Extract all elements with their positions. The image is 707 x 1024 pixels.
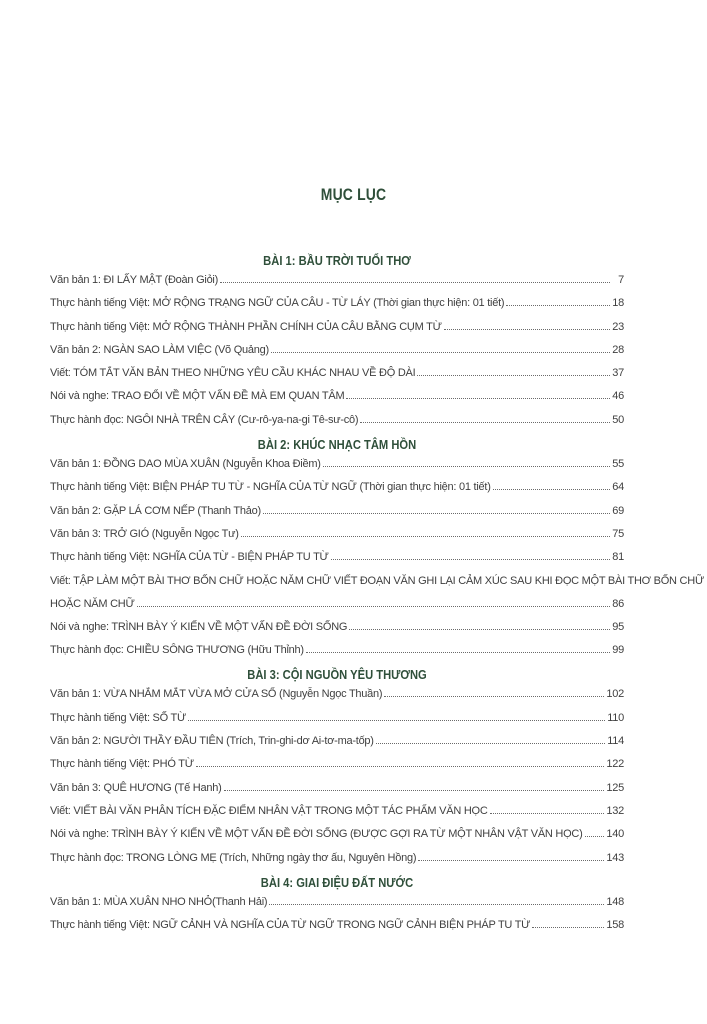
entry-text: Văn bản 2: GẶP LÁ CƠM NẾP (Thanh Thảo)	[50, 504, 261, 517]
entry-text: Thực hành đọc: NGÔI NHÀ TRÊN CÂY (Cư-rô-ya-na-gi Tê-sư-cô)	[50, 413, 359, 426]
page-number: 143	[606, 851, 624, 864]
page-number: 37	[612, 367, 624, 380]
page-number: 114	[607, 735, 624, 748]
page-number: 81	[612, 551, 624, 564]
toc-entry	[50, 273, 624, 288]
dot-leader	[360, 421, 610, 423]
entry-text: Văn bản 1: MÙA XUÂN NHO NHỎ(Thanh Hải)	[50, 895, 268, 908]
page-number: 86	[612, 597, 624, 610]
entry-text: Thực hành tiếng Việt: MỞ RỘNG TRẠNG NGỮ CỦA CÂU - TỪ LÁY (Thời gian thực hiện: 01 tiết)	[50, 297, 505, 310]
toc-entry	[50, 827, 624, 842]
section-heading: BÀI 1: BẦU TRỜI TUỔI THƠ	[263, 253, 411, 268]
toc-entry	[50, 527, 624, 542]
section-heading: BÀI 2: KHÚC NHẠC TÂM HỒN	[257, 437, 417, 453]
dot-leader	[220, 281, 610, 283]
dot-leader	[263, 512, 610, 514]
entry-text: Nói và nghe: TRAO ĐỔI VỀ MỘT VẤN ĐỀ MÀ EM QUAN TÂM	[50, 390, 345, 403]
dot-leader	[331, 558, 610, 560]
page-number: 75	[612, 527, 624, 540]
toc-entry	[50, 804, 624, 819]
toc-entry	[50, 504, 624, 519]
entry-text: Thực hành tiếng Việt: NGHĨA CỦA TỪ - BIỆN PHÁP TU TỪ	[50, 551, 329, 564]
entry-text-line: Viết: TẬP LÀM MỘT BÀI THƠ BỐN CHỮ HOẶC NĂM CHỮ VIẾT ĐOẠN VĂN GHI LẠI CẢM XÚC SAU KHI ĐỌC MỘT BÀI THƠ BỐN CHỮ	[50, 574, 705, 587]
entry-text: Thực hành tiếng Việt: MỞ RỘNG THÀNH PHẦN CHÍNH CỦA CÂU BẰNG CỤM TỪ	[50, 320, 442, 333]
dot-leader	[506, 304, 610, 306]
entry-text: Thực hành đọc: TRONG LÒNG MẸ (Trích, Những ngày thơ ấu, Nguyên Hồng)	[50, 851, 417, 864]
dot-leader	[493, 488, 610, 490]
page-number: 55	[612, 458, 624, 471]
dot-leader	[417, 374, 610, 376]
section-heading: BÀI 4: GIAI ĐIỆU ĐẤT NƯỚC	[260, 874, 414, 890]
dot-leader	[224, 789, 605, 791]
page-number: 110	[607, 711, 624, 724]
dot-leader	[444, 328, 610, 330]
page-number: 148	[606, 895, 624, 908]
page-number: 18	[612, 297, 624, 310]
toc-entry	[50, 851, 624, 866]
entry-text: Thực hành tiếng Việt: NGỮ CẢNH VÀ NGHĨA CỦA TỪ NGỮ TRONG NGỮ CẢNH BIỆN PHÁP TU TỪ	[50, 919, 531, 932]
page-number: 23	[612, 320, 624, 333]
dot-leader	[532, 926, 604, 928]
toc-entry	[50, 757, 624, 772]
page-number: 158	[606, 919, 624, 932]
toc-entry	[50, 620, 624, 635]
toc-entry	[50, 711, 624, 726]
entry-text: Văn bản 1: ĐI LẤY MẬT (Đoàn Giỏi)	[50, 274, 219, 286]
toc-entry	[50, 781, 624, 796]
toc-entry	[50, 734, 624, 749]
toc-entry	[50, 320, 624, 335]
dot-leader	[490, 812, 605, 814]
dot-leader	[585, 835, 605, 837]
entry-text: Thực hành tiếng Việt: PHÓ TỪ	[50, 758, 194, 771]
dot-leader	[349, 628, 610, 630]
toc-entry	[50, 918, 624, 933]
toc-entry	[50, 343, 624, 358]
dot-leader	[418, 859, 604, 861]
dot-leader	[241, 535, 610, 537]
toc-entry	[50, 366, 624, 381]
entry-text: Thực hành tiếng Việt: BIỆN PHÁP TU TỪ - NGHĨA CỦA TỪ NGỮ (Thời gian thực hiện: 01 tiết)	[50, 481, 491, 494]
page-number: 102	[606, 688, 624, 701]
toc-section-2	[50, 436, 705, 658]
dot-leader	[137, 605, 610, 607]
toc-entry	[50, 550, 624, 565]
toc-entry	[50, 457, 624, 472]
entry-text: Văn bản 1: VỪA NHẮM MẮT VỪA MỞ CỬA SỔ (Nguyễn Ngọc Thuần)	[50, 688, 383, 701]
page-number: 95	[612, 620, 624, 633]
entry-text: Viết: VIẾT BÀI VĂN PHÂN TÍCH ĐẶC ĐIỂM NHÂN VẬT TRONG MỘT TÁC PHẨM VĂN HỌC	[50, 804, 488, 817]
entry-text: Văn bản 3: QUÊ HƯƠNG (Tế Hanh)	[50, 781, 222, 794]
page-number: 46	[612, 390, 624, 403]
entry-text: Thực hành đọc: CHIỀU SÔNG THƯƠNG (Hữu Thỉnh)	[50, 644, 304, 657]
page-number: 64	[612, 481, 624, 494]
page-number: 122	[606, 758, 624, 771]
dot-leader	[384, 695, 604, 697]
page-number: 140	[606, 828, 624, 841]
section-heading: BÀI 3: CỘI NGUỒN YÊU THƯƠNG	[247, 667, 427, 683]
page-number: 132	[606, 804, 624, 817]
entry-text: Văn bản 3: TRỞ GIÓ (Nguyễn Ngọc Tư)	[50, 527, 239, 540]
toc-entry	[50, 574, 705, 612]
dot-leader	[269, 903, 604, 905]
toc-entry	[50, 480, 624, 495]
toc-entry	[50, 687, 624, 702]
toc-entry	[50, 389, 624, 404]
entry-text: Nói và nghe: TRÌNH BÀY Ý KIẾN VỀ MỘT VẤN ĐỀ ĐỜI SỐNG	[50, 620, 348, 633]
dot-leader	[271, 351, 610, 353]
dot-leader	[188, 719, 605, 721]
entry-text: Văn bản 2: NGÀN SAO LÀM VIỆC (Võ Quảng)	[50, 343, 269, 356]
entry-text: HOẶC NĂM CHỮ	[50, 597, 135, 610]
table-of-contents	[50, 252, 705, 941]
page-title: MỤC LỤC	[320, 185, 387, 204]
dot-leader	[196, 765, 605, 767]
page-number: 99	[612, 644, 624, 657]
toc-entry	[50, 413, 624, 428]
dot-leader	[323, 465, 610, 467]
entry-text: Văn bản 2: NGƯỜI THẦY ĐẦU TIÊN (Trích, Trin-ghi-dơ Ai-tơ-ma-tốp)	[50, 735, 374, 748]
page-number: 50	[612, 413, 624, 426]
toc-section-1	[50, 252, 624, 428]
toc-entry	[50, 296, 624, 311]
entry-text: Thực hành tiếng Việt: SỐ TỪ	[50, 711, 187, 724]
page-number: 7	[618, 274, 624, 286]
toc-entry	[50, 643, 624, 658]
dot-leader	[376, 742, 605, 744]
dot-leader	[346, 397, 610, 399]
toc-section-3	[50, 666, 624, 865]
page-number: 125	[606, 781, 624, 794]
page-number: 28	[612, 343, 624, 356]
page-number: 69	[612, 504, 624, 517]
entry-text: Viết: TÓM TẮT VĂN BẢN THEO NHỮNG YÊU CẦU KHÁC NHAU VỀ ĐỘ DÀI	[50, 367, 416, 380]
entry-text: Nói và nghe: TRÌNH BÀY Ý KIẾN VỀ MỘT VẤN ĐỀ ĐỜI SỐNG (ĐƯỢC GỢI RA TỪ MỘT NHÂN VẬT VĂN HỌC)	[50, 828, 583, 841]
entry-text: Văn bản 1: ĐỒNG DAO MÙA XUÂN (Nguyễn Khoa Điềm)	[50, 458, 321, 471]
toc-entry	[50, 895, 624, 910]
dot-leader	[306, 651, 610, 653]
toc-section-4	[50, 874, 624, 933]
